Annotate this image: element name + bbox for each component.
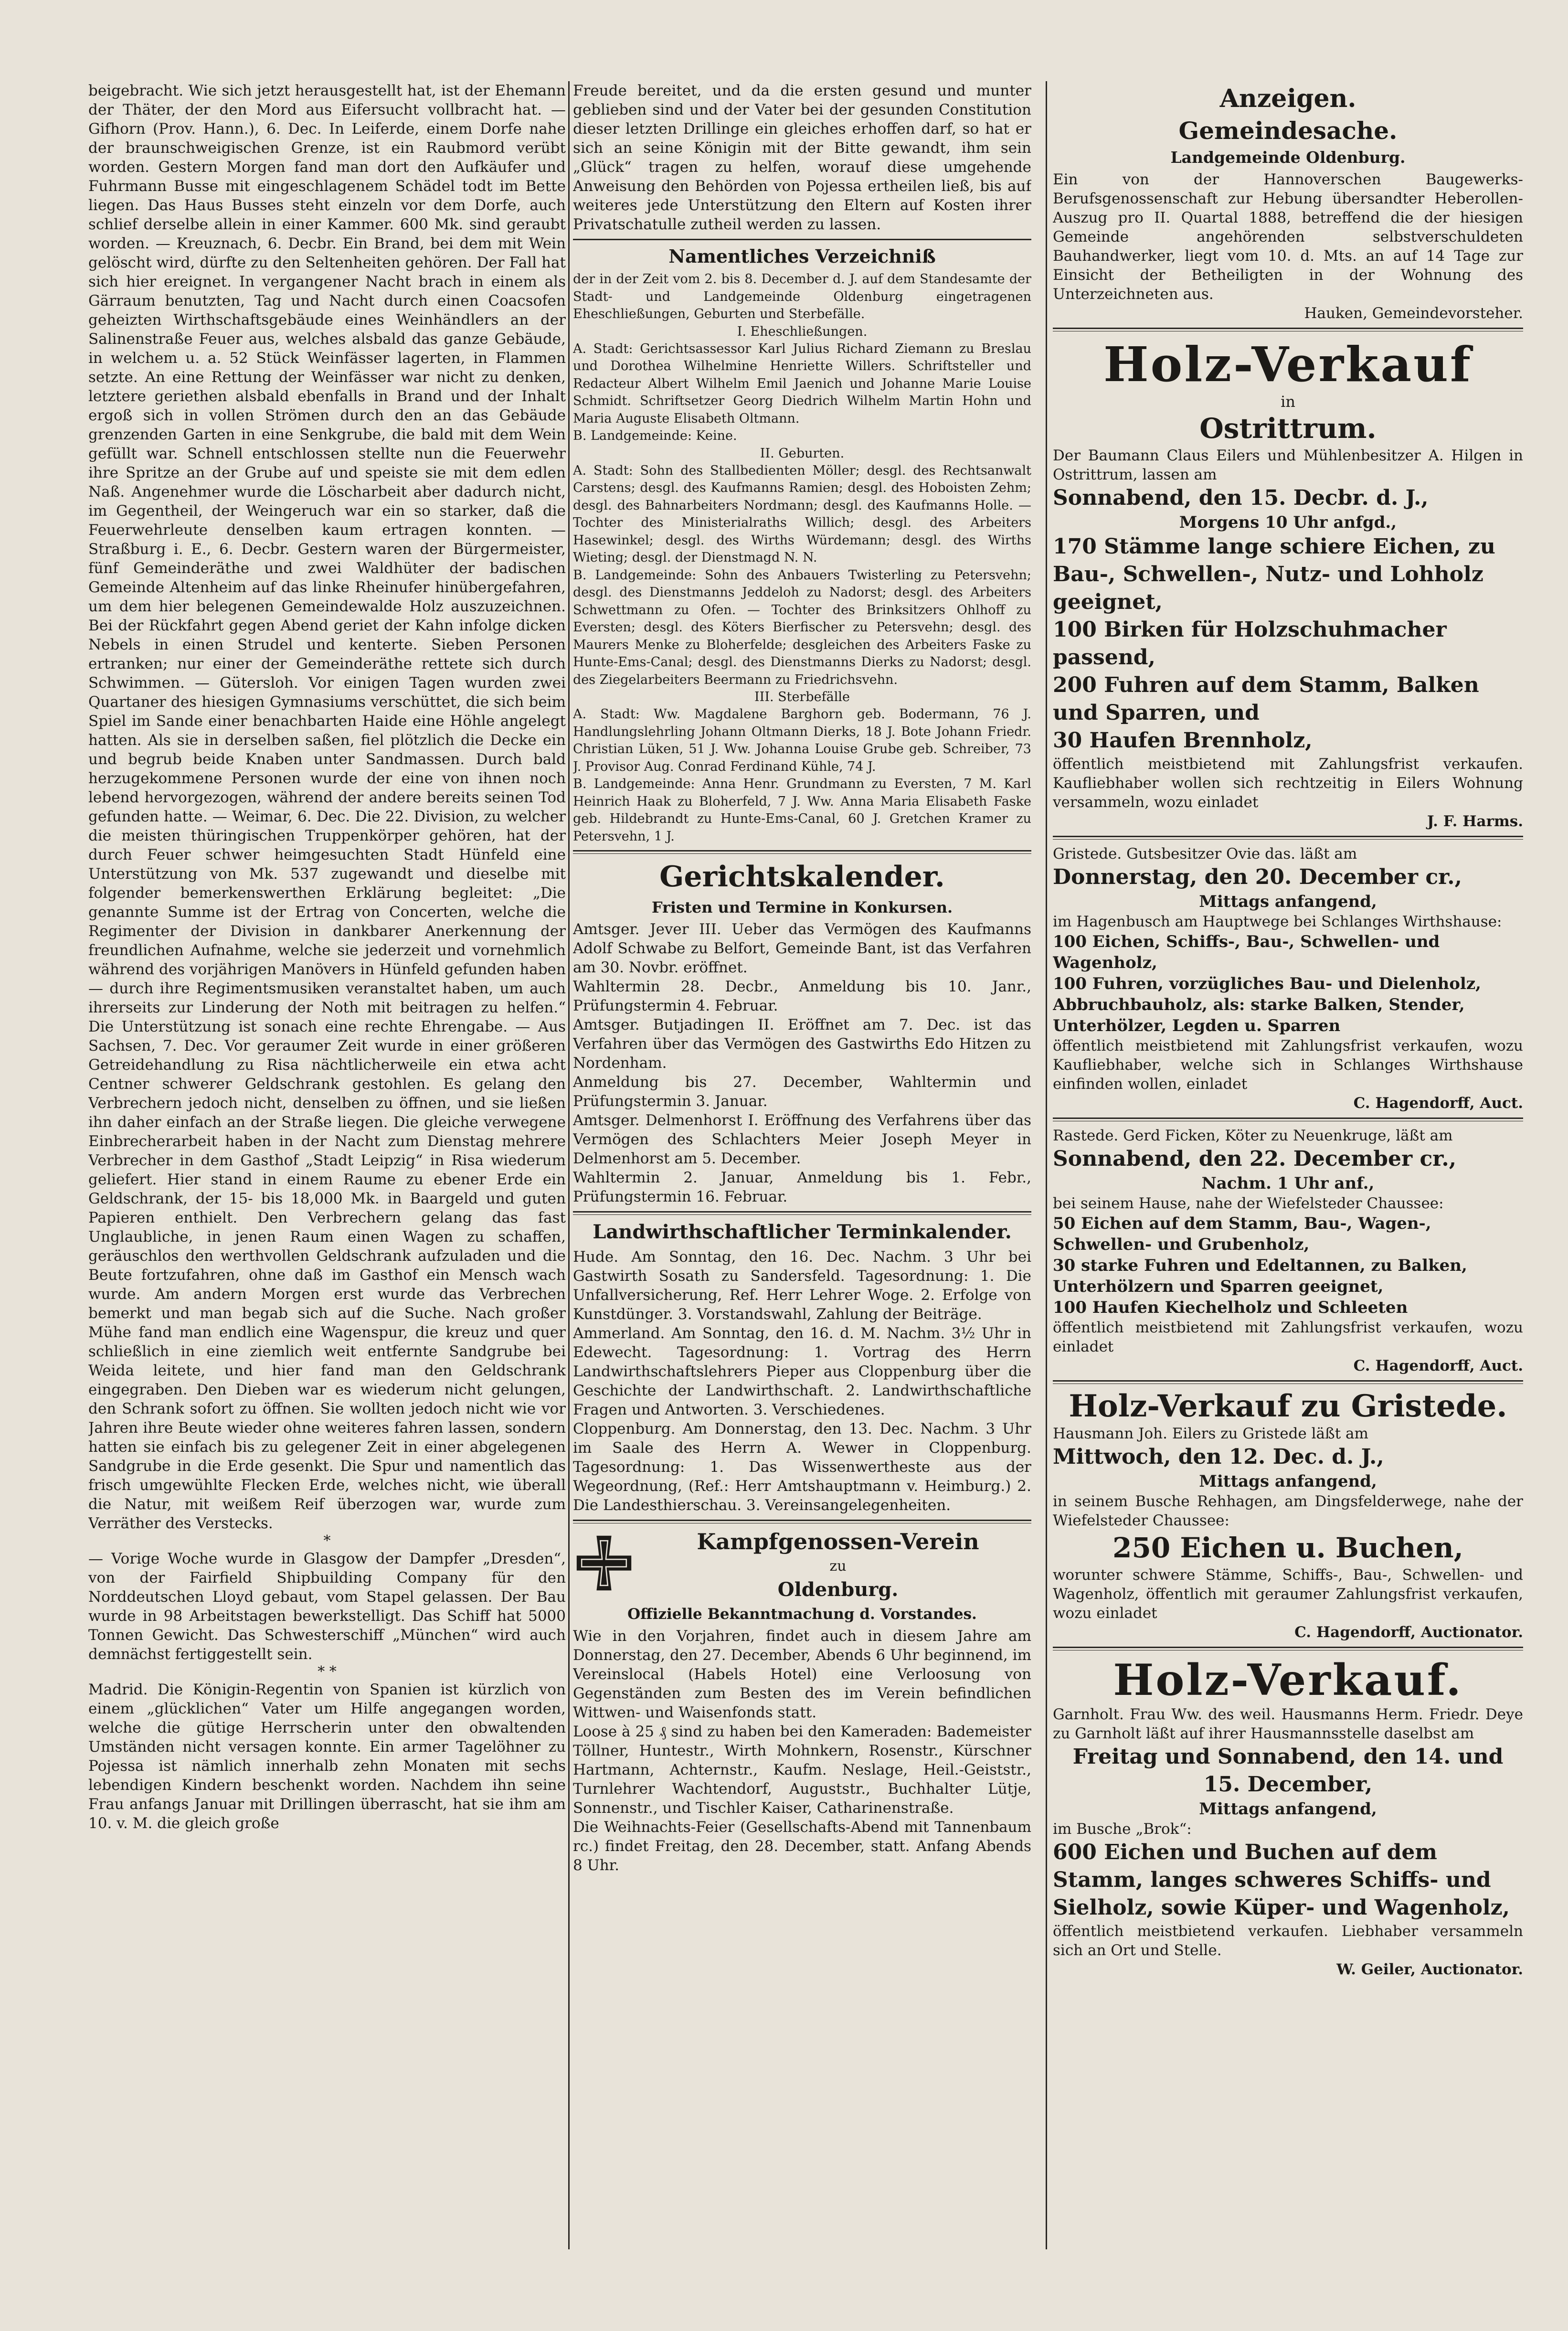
- gem-text: Ein von der Hannoverschen Baugewerks-Berufsgenossenschaft zur Hebung übersandter Heberollen-Auszug pro II. Quartal 1888, betreffend die der hiesigen Gemeinde angehörenden selbstverschuldeten Bauhandwerker, liegt vom 10. d. Mts. an auf 14 Tage zur Einsicht der Betheiligten in der Wohnung des Unterzeichneten aus.: [1053, 171, 1523, 303]
- divider: [573, 1211, 1031, 1215]
- veterans-club-city: Oldenburg.: [777, 1578, 899, 1601]
- divider: [573, 1520, 1031, 1523]
- ad-lot: 100 Haufen Kiechelholz und Schleeten: [1053, 1298, 1408, 1317]
- divider: [1053, 1647, 1523, 1650]
- agri-entry: Hude. Am Sonntag, den 16. Dec. Nachm. 3 Uhr bei Gastwirth Sosath zu Sandersfeld. Tagesordnung: 1. Die Unfallversicherung, Ref. Herr Lehrer Woge. 2. Erfolge von Kunstdünger. 3. Vorstandswahl, Zahlung der Beiträge.: [573, 1248, 1031, 1323]
- news-paragraph: Freude bereitet, und da die ersten gesund und munter geblieben sind und der Vater bei der gesunden Constitution dieser letzten Drillinge ein gleiches erhoffen darf, so hat er sich an seine Königin mit der Bitte gewandt, ihm sein „Glück“ tragen zu helfen, worauf diese umgehende Anweisung den Behörden von Pojessa ertheilen ließ, bis auf weiteres jede Unterstützung den Eltern auf Kosten ihrer Privatschatulle zutheil werden zu lassen.: [573, 82, 1031, 233]
- ad-text: Garnholt. Frau Ww. des weil. Hausmanns Herm. Friedr. Deye zu Garnholt läßt auf ihrer Hausmannsstelle daselbst am: [1053, 1706, 1523, 1742]
- ad-lot: 250 Eichen u. Buchen,: [1112, 1532, 1463, 1564]
- registry-text: A. Stadt: Ww. Magdalene Barghorn geb. Bodermann, 76 J. Handlungslehrling Johann Oltmann Dierks, 18 J. Bote Johann Friedr. Christian Lüken, 51 J. Ww. Johanna Louise Grube geb. Schreiber, 73 J. Provisor Aug. Conrad Ferdinand Kühle, 74 J.: [573, 707, 1031, 774]
- court-calendar-title: Gerichtskalender.: [659, 860, 945, 894]
- registry-heading: I. Eheschließungen.: [737, 324, 868, 339]
- registry-text: B. Landgemeinde: Keine.: [573, 428, 737, 443]
- ad-time: Mittags anfangend,: [1199, 1472, 1377, 1491]
- ad-text: Hausmann Joh. Eilers zu Gristede läßt am: [1053, 1425, 1368, 1442]
- registry-heading: III. Sterbefälle: [754, 690, 850, 704]
- ad-text: Rastede. Gerd Ficken, Köter zu Neuenkruge, läßt am: [1053, 1127, 1453, 1144]
- divider: [573, 239, 1031, 240]
- ad-text: im Hagenbusch am Hauptwege bei Schlanges Wirthshause:: [1053, 913, 1502, 930]
- registry-text: A. Stadt: Gerichtsassessor Karl Julius Richard Ziemann zu Breslau und Dorothea Wilhelmine Henriette Willers. Schriftsteller und Redacteur Albert Wilhelm Emil Jaenich und Johanne Marie Louise Schmidt. Schriftsetzer Georg Diedrich Wilhelm Martin Hohn und Maria Auguste Elisabeth Oltmann.: [573, 341, 1031, 426]
- court-entry: Anmeldung bis 27. December, Wahltermin und Prüfungstermin 3. Januar.: [573, 1074, 1031, 1110]
- veterans-club-text: Wie in den Vorjahren, findet auch in diesem Jahre am Donnerstag, den 27. December, Abends 6 Uhr beginnend, im Vereinslocal (Habels Hotel) eine Verloosung von Gegenständen zum Besten des im Verein befindlichen Wittwen- und Waisenfonds statt.: [573, 1628, 1031, 1721]
- ad-lot: 100 Birken für Holzschuhmacher passend,: [1053, 617, 1447, 670]
- section-divider: * *: [318, 1663, 337, 1680]
- court-entry: Amtsger. Jever III. Ueber das Vermögen des Kaufmanns Adolf Schwabe zu Belfort, Gemeinde Bant, ist das Verfahren am 30. Novbr. eröffnet.: [573, 921, 1031, 976]
- news-column-2: [573, 81, 1031, 2259]
- column-rule: [568, 81, 570, 2249]
- ad-lot: 30 Haufen Brennholz,: [1053, 728, 1313, 753]
- news-paragraph: beigebracht. Wie sich jetzt herausgestellt hat, ist der Ehemann der Thäter, der den Mord aus Eifersucht vollbracht hat. — Gifhorn (Prov. Hann.), 6. Dec. In Leiferde, einem Dorfe nahe der braunschweigischen Grenze, ist ein Raubmord verübt worden. Gestern Morgen fand man dort den Aufkäufer und Fuhrmann Busse mit eingeschlagenem Schädel todt im Bette liegen. Das Haus Busses steht einzeln vor dem Dorfe, auch schlief derselbe allein in einer Kammer. 600 Mk. sind geraubt worden. — Kreuznach, 6. Decbr. Ein Brand, bei dem mit Wein gelöscht wird, dürfte zu den Seltenheiten gehören. Der Fall hat sich hier ereignet. In vergangener Nacht brach in einem als Gärraum benutzten, Tag und Nacht durch einen Coacsofen geheizten Wirthschaftsgebäude eines Weinhändlers an der Salinenstraße Feuer aus, welches alsbald das ganze Gebäude, in welchem u. a. 52 Stück Weinfässer lagerten, in Flammen setzte. An eine Rettung der Weinfässer war nicht zu denken, letztere geriethen alsbald ebenfalls in Brand und der Inhalt ergoß sich in vollen Strömen durch den an das Gebäude grenzenden Garten in eine Senkgrube, die bald mit dem Wein gefüllt war. Schnell entschlossen stellte nun die Feuerwehr ihre Spritze an der Grube auf und speiste sie mit dem edlen Naß. Angenehmer wurde die Löscharbeit aber dadurch nicht, im Gegentheil, der Weingeruch war ein so starker, daß die Feuerwehrleute denselben kaum ertragen konnten. — Straßburg i. E., 6. Decbr. Gestern waren der Bürgermeister, fünf Gemeinderäthe und zwei Waldhüter der badischen Gemeinde Altenheim auf das linke Rheinufer hinübergefahren, um dem hier belegenen Gemeindewalde Holz auszuzeichnen. Bei der Rückfahrt gegen Abend geriet der Kahn infolge dicken Nebels in einen Strudel und kenterte. Sieben Personen ertranken; nur einer der Gemeinderäthe rettete sich durch Schwimmen. — Gütersloh. Vor einigen Tagen wurden zwei Quartaner des hiesigen Gymnasiums verschüttet, die sich beim Spiel im Sande einer benachbarten Haide eine Höhle angelegt hatten. Als sie in derselben saßen, fiel plötzlich die Decke ein und begrub beide Knaben unter Sandmassen. Durch bald herzugekommene Personen wurde der eine von ihnen noch lebend hervorgezogen, während der andere bereits seinen Tod gefunden hatte. — Weimar, 6. Dec. Die 22. Division, zu welcher die meisten thüringischen Truppenkörper gehören, hat der durch Feuer schwer heimgesuchten Stadt Hünfeld eine Unterstützung von Mk. 537 zugewandt und dieselbe mit folgender bemerkenswerthen Erklärung begleitet: „Die genannte Summe ist der Ertrag von Concerten, welche die Regimenter der Division in dankbarer Anerkennung der freundlichen Aufnahme, welche sie jederzeit und vornehmlich während des vorjährigen Manövers in Hünfeld gefunden haben — durch ihre Regimentsmusiken veranstaltet haben, um auch ihrerseits zur Linderung der Noth mit beitragen zu helfen.“ Die Unterstützung ist sonach eine rechte Ehrengabe. — Aus Sachsen, 7. Dec. Vor geraumer Zeit wurde in einer größeren Getreidehandlung zu Risa nächtlicherweile ein etwa acht Centner schwerer Geldschrank gestohlen. Es gelang den Verbrechern jedoch nicht, denselben zu öffnen, und sie ließen ihn daher einfach an der Straße liegen. Die gleiche verwegene Einbrecherarbeit haben in der Nacht zum Dienstag mehrere Verbrecher in dem Gasthof „Stadt Leipzig“ in Risa wiederum geliefert. Hier stand in einem Raume zu ebener Erde ein Geldschrank, der 15- bis 18,000 Mk. in Baargeld und guten Papieren enthielt. Den Verbrechern gelang das fast Unglaubliche, in jenen Raum einen Wagen zu schaffen, geräuschlos den werthvollen Geldschrank aufzuladen und die Beute fortzufahren, ohne daß im Gasthof ein Mensch wach wurde. Am andern Morgen erst wurde das Verbrechen bemerkt und man begab sich auf die Suche. Nach großer Mühe fand man endlich eine Wagenspur, die kreuz und quer schließlich in eine ziemlich weit entfernte Sandgrube bei Weida leitete, und hier fand man den Geldschrank eingegraben. Den Dieben war es wiederum nicht gelungen, den Schrank sofort zu öffnen. Sie wollten jedoch nicht wie vor Jahren ihre Beute wieder ohne weiteres fahren lassen, sondern hatten sie einfach bis zu gelegener Zeit in einer abgelegenen Sandgrube in die Erde gesenkt. Die Spur und namentlich das frisch umgewühlte Flecken Erde, welches nicht, wie überall die Natur, mit weißem Reif überzogen war, wurde zum Verräther des Verstecks.: [88, 82, 566, 1532]
- ad-lot: Abbruchbauholz, als: starke Balken, Stender, Unterhölzer, Legden u. Sparren: [1053, 995, 1465, 1035]
- court-entry: Amtsger. Butjadingen II. Eröffnet am 7. Dec. ist das Verfahren über das Vermögen des Gastwirths Edo Hitzen zu Nordenham.: [573, 1016, 1031, 1072]
- ad-date: Donnerstag, den 20. December cr.,: [1053, 865, 1462, 889]
- divider: [1053, 1118, 1523, 1121]
- veterans-club-text: Die Weihnachts-Feier (Gesellschafts-Abend mit Tannenbaum rc.) findet Freitag, den 28. December, statt. Anfang Abends 8 Uhr.: [573, 1819, 1031, 1874]
- news-paragraph: — Vorige Woche wurde in Glasgow der Dampfer „Dresden“, von der Fairfield Shipbuilding Company für den Norddeutschen Lloyd gebaut, vom Stapel gelassen. Der Bau wurde in 98 Arbeitstagen bewerkstelligt. Das Schiff hat 5000 Tonnen Gewicht. Das Schwesterschiff „München“ wird auch demnächst fertiggestellt sein.: [88, 1550, 566, 1663]
- court-entry: Wahltermin 28. Decbr., Anmeldung bis 10. Janr., Prüfungstermin 4. Februar.: [573, 978, 1031, 1014]
- registry-text: B. Landgemeinde: Anna Henr. Grundmann zu Eversten, 7 M. Karl Heinrich Haak zu Bloherfeld, 7 J. Ww. Anna Maria Elisabeth Faske geb. Hildebrandt zu Hunte-Ems-Canal, 60 J. Gretchen Kramer zu Petersvehn, 1 J.: [573, 777, 1031, 844]
- ad-text: öffentlich meistbietend mit Zahlungsfrist verkaufen, wozu einladet: [1053, 1319, 1523, 1355]
- ad-lot: 200 Fuhren auf dem Stamm, Balken und Sparren, und: [1053, 673, 1479, 725]
- ad-lot: 100 Eichen, Schiffs-, Bau-, Schwellen- und Wagenholz,: [1053, 932, 1440, 972]
- registry-text: B. Landgemeinde: Sohn des Anbauers Twisterling zu Petersvehn; desgl. des Dienstmanns Jeddeloh zu Nadorst; desgl. des Arbeiters Schwettmann zu Ofen. — Tochter des Brinksitzers Ohlhoff zu Eversten; desgl. des Köters Bierfischer zu Petersvehn; desgl. des Maurers Menke zu Bloherfelde; desgleichen des Arbeiters Faske zu Hunte-Ems-Canal; desgl. des Dienstmanns Dierks zu Nadorst; desgl. des Ziegelarbeiters Beermann zu Friedrichsvehn.: [573, 567, 1031, 687]
- ad-signature: J. F. Harms.: [1427, 813, 1523, 830]
- ad-text: öffentlich meistbietend mit Zahlungsfrist verkaufen. Kaufliebhaber wollen sich rechtzeitig in Eilers Wohnung versammeln, wozu einladet: [1053, 756, 1523, 811]
- veterans-club-zu: zu: [829, 1558, 847, 1575]
- news-column-1: [88, 81, 566, 2259]
- registry-text: A. Stadt: Sohn des Stallbedienten Möller; desgl. des Rechtsanwalt Carstens; desgl. des Kaufmanns Ramien; desgl. des Hoboisten Zehm; desgl. des Bahnarbeiters Nordmann; desgl. des Kaufmanns Holle. — Tochter des Ministerialraths Willich; desgl. des Arbeiters Hasewinkel; desgl. des Wirths Würdemann; desgl. des Wirths Wieting; desgl. der Dienstmagd N. N.: [573, 463, 1031, 565]
- ad-signature: W. Geiler, Auctionator.: [1336, 1961, 1523, 1978]
- iron-cross-icon: [573, 1532, 635, 1594]
- ad-signature: C. Hagendorff, Auctionator.: [1294, 1624, 1523, 1641]
- ad-text: in: [1281, 393, 1295, 411]
- section-divider: *: [323, 1533, 331, 1549]
- ads-header: Anzeigen.: [1219, 84, 1356, 113]
- veterans-club-subtitle: Offizielle Bekanntmachung d. Vorstandes.: [627, 1606, 977, 1623]
- divider: [1053, 1380, 1523, 1384]
- veterans-club-title: Kampfgenossen-Verein: [697, 1529, 979, 1554]
- court-calendar-subtitle: Fristen und Termine in Konkursen.: [651, 898, 953, 916]
- ad-date: Freitag und Sonnabend, den 14. und 15. December,: [1072, 1745, 1504, 1797]
- ad-text: Gristede. Gutsbesitzer Ovie das. läßt am: [1053, 845, 1357, 862]
- ad-text: öffentlich meistbietend verkaufen. Liebhaber versammeln sich an Ort und Stelle.: [1053, 1923, 1523, 1959]
- gem-signature: Hauken, Gemeindevorsteher.: [1304, 305, 1523, 322]
- ad-title: Holz-Verkauf.: [1113, 1655, 1463, 1705]
- gem-subtitle: Landgemeinde Oldenburg.: [1170, 148, 1406, 167]
- ad-text: im Busche „Brok“:: [1053, 1820, 1192, 1838]
- column-rule: [1046, 81, 1047, 2249]
- ad-lot: 600 Eichen und Buchen auf dem Stamm, langes schweres Schiffs- und Sielholz, sowie Küper- und Wagenholz,: [1053, 1840, 1510, 1920]
- gem-title: Gemeindesache.: [1178, 117, 1398, 145]
- ad-lot: 30 starke Fuhren und Edeltannen, zu Balken, Unterhölzern und Sparren geeignet,: [1053, 1256, 1467, 1296]
- registry-intro: der in der Zeit vom 2. bis 8. December d. J. auf dem Standesamte der Stadt- und Landgemeinde Oldenburg eingetragenen Eheschließungen, Geburten und Sterbefälle.: [573, 272, 1031, 321]
- divider: [1053, 836, 1523, 840]
- ad-time: Nachm. 1 Uhr anf.,: [1201, 1174, 1375, 1193]
- ad-lot: 50 Eichen auf dem Stamm, Bau-, Wagen-, Schwellen- und Grubenholz,: [1053, 1214, 1431, 1254]
- court-entry: Amtsger. Delmenhorst I. Eröffnung des Verfahrens über das Vermögen des Schlachters Meier Joseph Meyer in Delmenhorst am 5. December.: [573, 1112, 1031, 1167]
- ads-column: [1053, 81, 1523, 2259]
- ad-signature: C. Hagendorff, Auct.: [1353, 1357, 1523, 1374]
- court-entry: Wahltermin 2. Januar, Anmeldung bis 1. Febr., Prüfungstermin 16. Februar.: [573, 1169, 1031, 1205]
- ad-place: Ostrittrum.: [1199, 412, 1377, 445]
- ad-title: Holz-Verkauf: [1103, 336, 1473, 393]
- ad-time: Mittags anfangend,: [1199, 1799, 1377, 1819]
- agri-entry: Ammerland. Am Sonntag, den 16. d. M. Nachm. 3½ Uhr in Edewecht. Tagesordnung: 1. Vortrag des Herrn Landwirthschaftslehrers Pieper aus Cloppenburg über die Geschichte der Landwirthschaft. 2. Landwirthschaftliche Fragen und Antworten. 3. Verschiedenes.: [573, 1325, 1031, 1418]
- agri-calendar-title: Landwirthschaftlicher Terminkalender.: [593, 1221, 1012, 1243]
- news-paragraph: Madrid. Die Königin-Regentin von Spanien ist kürzlich von einem „glücklichen“ Vater um Hilfe angegangen worden, welche die gütige Herrscherin unter den obwaltenden Umständen nicht versagen konnte. Ein armer Tagelöhner zu Pojessa ist nämlich innerhalb zehn Monaten mit sechs lebendigen Kindern beschenkt worden. Nachdem ihn seine Frau anfangs Januar mit Drillingen überrascht, hat sie ihm am 10. v. M. die gleich große: [88, 1681, 566, 1832]
- ad-time: Morgens 10 Uhr anfgd.,: [1179, 513, 1397, 532]
- ad-date: Sonnabend, den 15. Decbr. d. J.,: [1053, 486, 1429, 510]
- ad-title: Holz-Verkauf zu Gristede.: [1069, 1388, 1507, 1424]
- ad-text: Der Baumann Claus Eilers und Mühlenbesitzer A. Hilgen in Ostrittrum, lassen am: [1053, 447, 1523, 483]
- registry-heading: II. Geburten.: [760, 446, 845, 461]
- ad-text: bei seinem Hause, nahe der Wiefelsteder Chaussee:: [1053, 1195, 1444, 1212]
- ad-text: in seinem Busche Rehhagen, am Dingsfelderwege, nahe der Wiefelsteder Chaussee:: [1053, 1493, 1523, 1529]
- divider: [573, 850, 1031, 854]
- ad-time: Mittags anfangend,: [1199, 892, 1377, 911]
- ad-signature: C. Hagendorff, Auct.: [1353, 1095, 1523, 1112]
- ad-date: Mittwoch, den 12. Dec. d. J.,: [1053, 1445, 1384, 1469]
- registry-title: Namentliches Verzeichniß: [668, 245, 936, 267]
- ad-lot: 100 Fuhren, vorzügliches Bau- und Dielenholz,: [1053, 974, 1481, 993]
- ad-text: öffentlich meistbietend mit Zahlungsfrist verkaufen, wozu Kaufliebhaber, welche sich in Schlanges Wirthshause einfinden wollen, einladet: [1053, 1037, 1523, 1093]
- divider: [1053, 328, 1523, 331]
- ad-lot: 170 Stämme lange schiere Eichen, zu Bau-, Schwellen-, Nutz- und Lohholz geeignet,: [1053, 534, 1495, 614]
- agri-entry: Cloppenburg. Am Donnerstag, den 13. Dec. Nachm. 3 Uhr im Saale des Herrn A. Wewer in Cloppenburg. Tagesordnung: 1. Das Wissenwertheste aus der Wegeordnung, (Ref.: Herr Amtshauptmann v. Heimburg.) 2. Die Landesthierschau. 3. Vereinsangelegenheiten.: [573, 1420, 1031, 1514]
- ad-date: Sonnabend, den 22. December cr.,: [1053, 1147, 1457, 1171]
- veterans-club-text: Loose à 25 ₰ sind zu haben bei den Kameraden: Bademeister Töllner, Huntestr., Wirth Mohnkern, Rosenstr., Kürschner Hartmann, Achternstr., Kaufm. Neslage, Heil.-Geiststr., Turnlehrer Wachtendorf, Auguststr., Buchhalter Lütje, Sonnenstr., und Tischler Kaiser, Catharinenstraße.: [573, 1723, 1031, 1817]
- ad-text: worunter schwere Stämme, Schiffs-, Bau-, Schwellen- und Wagenholz, öffentlich mit geraumer Zahlungsfrist verkaufen, wozu einladet: [1053, 1566, 1523, 1622]
